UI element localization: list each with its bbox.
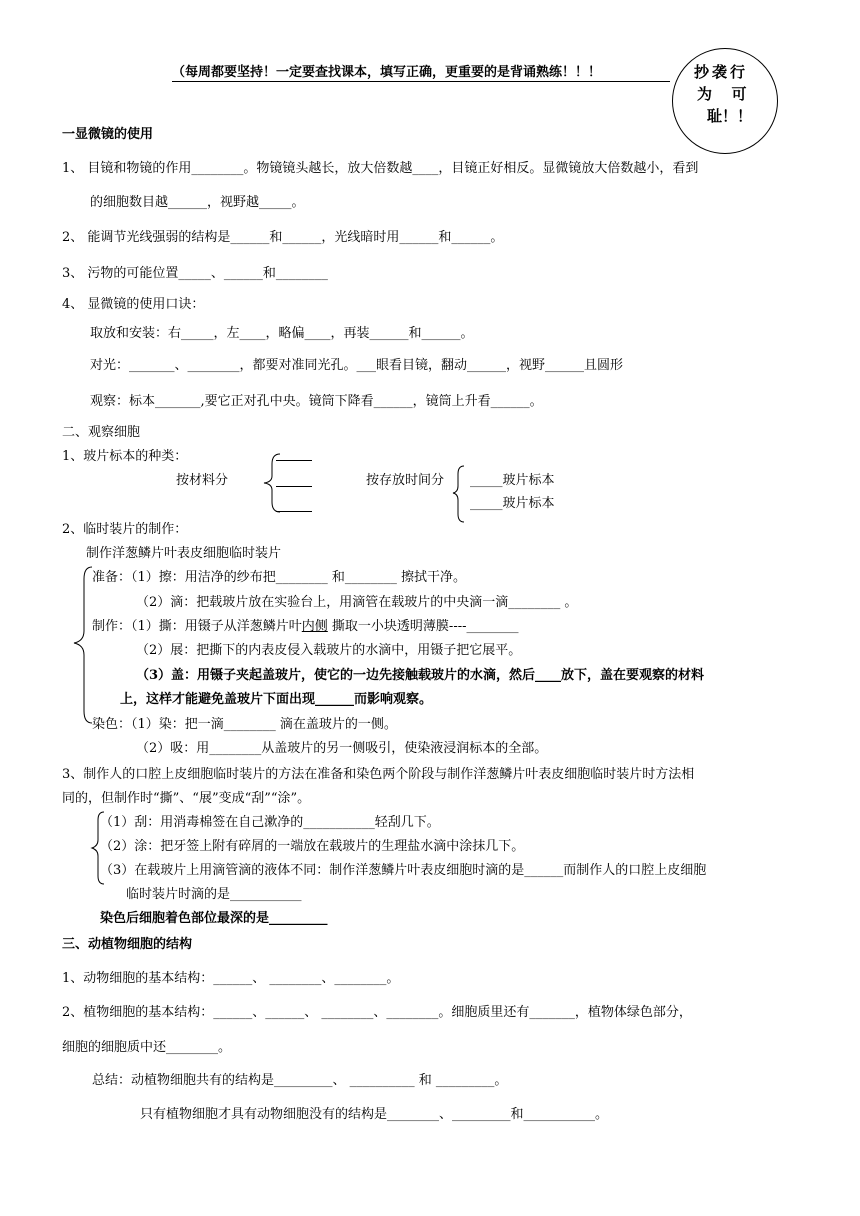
stain-step-2: （2）吸：用________从盖玻片的另一侧吸引，使染液浸润标本的全部。 [136,741,548,756]
s1-q3: 3、 污物的可能位置_____、______和________ [62,266,328,281]
brace-procedure [72,565,94,725]
s1-q4-b: 对光：_______、________，都要对准同光孔。___眼看目镜，翻动______，视野______且圆形 [90,358,624,373]
s2-q2-sub: 制作洋葱鳞片叶表皮细胞临时装片 [86,546,282,561]
s3-summary-1: 总结：动植物细胞共有的结构是_________、 __________ 和 _________。 [92,1073,508,1088]
s1-q4-a: 取放和安装：右_____，左____，略偏____，再装______和______。 [90,326,474,341]
s1-q1-line2: 的细胞数目越______，视野越_____。 [90,195,305,210]
make-step-1-rest: 撕取一小块透明薄膜----________ [327,619,519,634]
s1-q4-c: 观察：标本_______,要它正对孔中央。镜筒下降看______，镜筒上升看______。 [90,394,543,409]
header-note: （每周都要坚持！一定要查找课本，填写正确，更重要的是背诵熟练！！！ [172,65,602,80]
s2-slide-b: _____玻片标本 [470,496,555,511]
oral-step-3-line1: （3）在载玻片上用滴管滴的液体不同：制作洋葱鳞片叶表皮细胞时滴的是______而制作人的口腔上皮细胞 [100,863,707,878]
oral-step-4: 染色后细胞着色部位最深的是_________ [100,911,328,926]
brace-material [262,452,282,514]
make-step-1 [92,618,519,636]
s2-q1: 1、玻片标本的种类： [62,449,188,464]
oral-step-1: （1）刮：用消毒棉签在自己漱净的___________轻刮几下。 [100,815,440,830]
stamp-line-2: 为 可 [697,85,750,103]
s3-q2-line2: 细胞的细胞质中还________。 [62,1040,232,1055]
section-3-title: 三、动植物细胞的结构 [62,937,193,952]
s3-q1: 1、动物细胞的基本结构：______、 ________、________。 [62,971,400,986]
stamp-line-1: 抄袭行 [694,63,749,81]
oral-step-2: （2）涂：把牙签上附有碎屑的一端放在载玻片的生理盐水滴中涂抹几下。 [100,839,525,854]
make-step-3-line1: （3）盖：用镊子夹起盖玻片，使它的一边先接触载玻片的水滴，然后____放下，盖在要观察的材料 [136,668,705,683]
oral-step-3-line2: 临时装片时滴的是___________ [126,887,302,902]
s1-q2: 2、 能调节光线强弱的结构是______和______，光线暗时用______和______。 [62,230,504,245]
header-underline [172,81,670,82]
s2-slide-a: _____玻片标本 [470,473,555,488]
stamp-line-3: 耻！！ [707,107,753,125]
s1-q1-line1: 1、 目镜和物镜的作用________。物镜镜头越长，放大倍数越____，目镜正好相反。显微镜放大倍数越小，看到 [62,161,699,176]
s2-by-time: 按存放时间分 [366,473,445,488]
s3-summary-2: 只有植物细胞才具有动物细胞没有的结构是________、_________和___________。 [140,1107,609,1122]
section-2-title: 二、观察细胞 [62,425,141,440]
s2-q3-line1: 3、制作人的口腔上皮细胞临时装片的方法在准备和染色两个阶段与制作洋葱鳞片叶表皮细胞临时装片时方法相 [62,767,695,782]
prep-step-2: （2）滴：把载玻片放在实验台上，用滴管在载玻片的中央滴一滴________ 。 [136,595,578,610]
stamp-circle [672,48,778,154]
make-step-1-inner: 内侧 [301,619,328,634]
material-blank-1 [276,460,312,461]
s2-q3-line2: 同的，但制作时“撕”、“展”变成“刮”“涂”。 [62,791,311,806]
make-step-3-line2: 上，这样才能避免盖玻片下面出现______而影响观察。 [120,692,433,707]
brace-time [452,464,466,524]
s2-by-material: 按材料分 [176,473,229,488]
section-1-title: 一显微镜的使用 [62,127,154,142]
make-step-1-text: 制作：（1）撕：用镊子从洋葱鳞片叶 [92,619,302,634]
prep-step-1: 准备：（1）擦：用洁净的纱布把________ 和________ 擦拭干净。 [92,570,467,585]
stain-step-1: 染色：（1）染：把一滴________ 滴在盖玻片的一侧。 [92,717,397,732]
make-step-2: （2）展：把撕下的内表皮侵入载玻片的水滴中，用镊子把它展平。 [136,643,522,658]
material-blank-2 [276,486,312,487]
s2-q2: 2、临时装片的制作： [62,522,188,537]
s1-q4: 4、 显微镜的使用口诀： [62,297,205,312]
material-blank-3 [276,511,312,512]
s3-q2-line1: 2、植物细胞的基本结构：______、______、 ________、________。细胞质里还有_______，植物体绿色部分， [62,1005,692,1020]
